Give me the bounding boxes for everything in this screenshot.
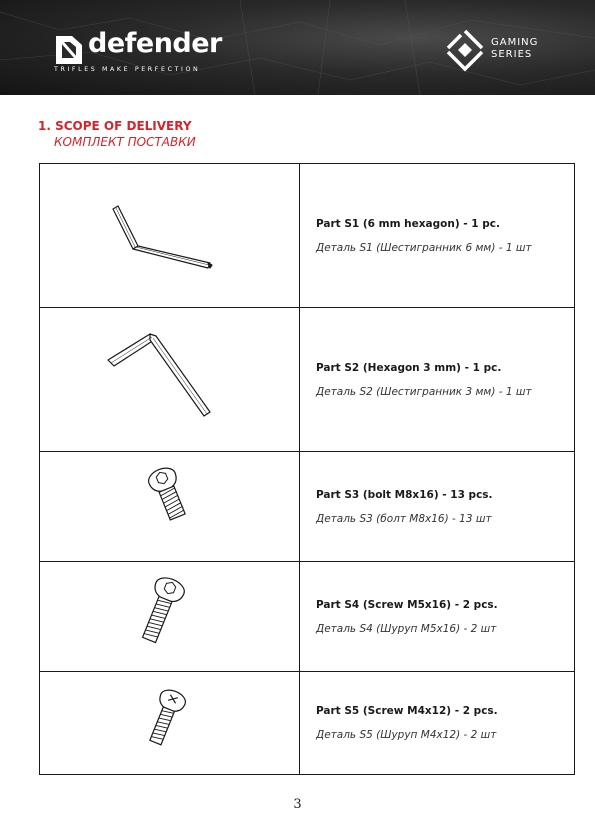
part-name-ru: Деталь S4 (Шуруп M5x16) - 2 шт	[316, 622, 497, 635]
part-name-ru: Деталь S5 (Шуруп M4x12) - 2 шт	[316, 729, 497, 741]
brand-name: defender	[88, 28, 222, 59]
gaming-series-emblem-icon	[443, 28, 487, 72]
section-title: 1. SCOPE OF DELIVERY	[38, 119, 192, 133]
part-name-en: Part S1 (6 mm hexagon) - 1 pc.	[316, 217, 500, 230]
section-subtitle: КОМПЛЕКТ ПОСТАВКИ	[54, 135, 196, 149]
table-row	[40, 562, 575, 672]
table-row	[40, 164, 575, 308]
part-text-cell	[300, 164, 575, 308]
part-image-cell	[40, 308, 300, 452]
page-number: 3	[293, 797, 302, 812]
part-name-ru: Деталь S3 (болт M8x16) - 13 шт	[316, 512, 492, 525]
part-name-en: Part S5 (Screw M4x12) - 2 pcs.	[316, 705, 498, 717]
table-row	[40, 452, 575, 562]
hex-key-3mm-icon	[40, 308, 299, 451]
header-banner	[0, 0, 595, 95]
part-text-cell	[300, 562, 575, 672]
part-image-cell	[40, 164, 300, 308]
part-name-ru: Деталь S2 (Шестигранник 3 мм) - 1 шт	[316, 385, 532, 398]
part-text-cell	[300, 452, 575, 562]
table-row	[40, 672, 575, 775]
part-name-ru: Деталь S1 (Шестигранник 6 мм) - 1 шт	[316, 241, 532, 254]
screw-m4x12-icon	[40, 672, 299, 774]
part-name-en: Part S2 (Hexagon 3 mm) - 1 pc.	[316, 361, 502, 374]
part-name-en: Part S3 (bolt M8x16) - 13 pcs.	[316, 488, 493, 501]
defender-logo	[52, 28, 222, 78]
series-line-1: GAMING	[491, 37, 539, 48]
defender-shield-icon	[52, 34, 84, 66]
screw-m5x16-icon	[40, 562, 299, 671]
table-row	[40, 308, 575, 452]
part-name-en: Part S4 (Screw M5x16) - 2 pcs.	[316, 598, 498, 611]
part-text-cell	[300, 672, 575, 775]
part-image-cell	[40, 672, 300, 775]
series-line-2: SERIES	[491, 49, 533, 60]
parts-table	[39, 163, 575, 775]
part-text-cell	[300, 308, 575, 452]
gaming-series-logo	[443, 28, 553, 74]
hex-key-6mm-icon	[40, 164, 299, 307]
part-image-cell	[40, 452, 300, 562]
bolt-m8x16-icon	[40, 452, 299, 561]
brand-tagline: TRIFLES MAKE PERFECTION	[54, 66, 201, 73]
part-image-cell	[40, 562, 300, 672]
gaming-series-text	[491, 37, 538, 61]
